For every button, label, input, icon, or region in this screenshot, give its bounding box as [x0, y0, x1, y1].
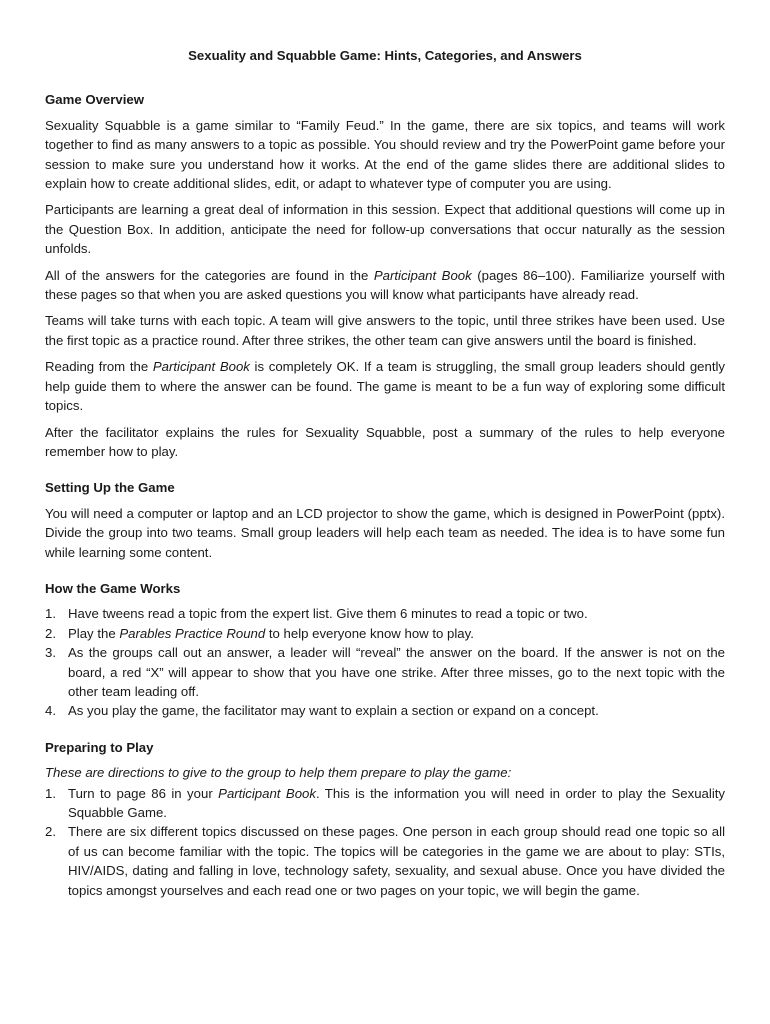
preparing-intro: These are directions to give to the group to help them prepare to play the game:	[45, 765, 512, 781]
game-overview-section	[45, 90, 725, 461]
overview-paragraph-4: Teams will take turns with each topic. A team will give answers to the topic, until three strikes have been used. Use the first topic as a practice round. After three strikes, the other team can give answers until the board is finished.	[45, 313, 725, 348]
overview-paragraph-3: All of the answers for the categories are found in the Participant Book (pages 86–100). Familiarize yourself with these pages so that when you are asked questions you will know what participants have already read.	[45, 267, 725, 303]
document-page	[45, 46, 725, 900]
how-game-works-list	[45, 604, 725, 720]
overview-paragraph-6: After the facilitator explains the rules for Sexuality Squabble, post a summary of the rules to help everyone remember how to play.	[45, 424, 725, 459]
list-item: 2. Play the Parables Practice Round to help everyone know how to play.	[45, 625, 474, 641]
setup-section	[45, 478, 725, 562]
overview-paragraph-2: Participants are learning a great deal of information in this session. Expect that additional questions will come up in the Question Box. In addition, anticipate the need for follow-up conversations that occur naturally as the session unfolds.	[45, 202, 725, 257]
how-game-works-heading: How the Game Works	[45, 580, 181, 596]
document-title: Sexuality and Squabble Game: Hints, Categories, and Answers	[188, 48, 582, 63]
setup-paragraph: You will need a computer or laptop and an LCD projector to show the game, which is designed in PowerPoint (pptx). Divide the group into two teams. Small group leaders will help each team as needed. The idea is to have some fun while learning some content.	[45, 505, 725, 560]
how-game-works-section	[45, 579, 725, 721]
setup-heading: Setting Up the Game	[45, 480, 175, 496]
list-item: 4. As you play the game, the facilitator may want to explain a section or expand on a concept.	[45, 703, 599, 719]
list-item: 1. Turn to page 86 in your Participant Book. This is the information you will need in order to play the Sexuality Squabble Game.	[45, 785, 726, 820]
list-item: 3. As the groups call out an answer, a leader will “reveal” the answer on the board. If the answer is not on the board, a red “X” will appear to show that you have one strike. After three misses, go to the next topic with the other team leading off.	[45, 645, 725, 699]
overview-paragraph-1: Sexuality Squabble is a game similar to “Family Feud.” In the game, there are six topics, and teams will work together to find as many answers to a topic as possible. You should review and try the PowerPoint game before your session to make sure you understand how it works. At the end of the game slides there are additional slides to explain how to create additional slides, edit, or adapt to whatever type of computer you are using.	[45, 117, 725, 192]
list-item: 1. Have tweens read a topic from the expert list. Give them 6 minutes to read a topic or two.	[45, 606, 588, 622]
overview-paragraph-5: Reading from the Participant Book is completely OK. If a team is struggling, the small group leaders should gently help guide them to where the answer can be found. The game is meant to be a fun way of exploring some difficult topics.	[45, 359, 726, 414]
game-overview-heading: Game Overview	[45, 92, 144, 108]
preparing-list	[45, 784, 725, 900]
list-item: 2. There are six different topics discussed on these pages. One person in each group should read one topic so all of us can become familiar with the topic. The topics will be categories in the game we are about to play: STIs, HIV/AIDS, dating and falling in love, technology safety, sexuality, and sexual abuse. Once you have divided the topics amongst yourselves and each read one or two pages on your topic, we will begin the game.	[45, 824, 725, 898]
preparing-heading: Preparing to Play	[45, 739, 154, 755]
preparing-section	[45, 738, 725, 900]
